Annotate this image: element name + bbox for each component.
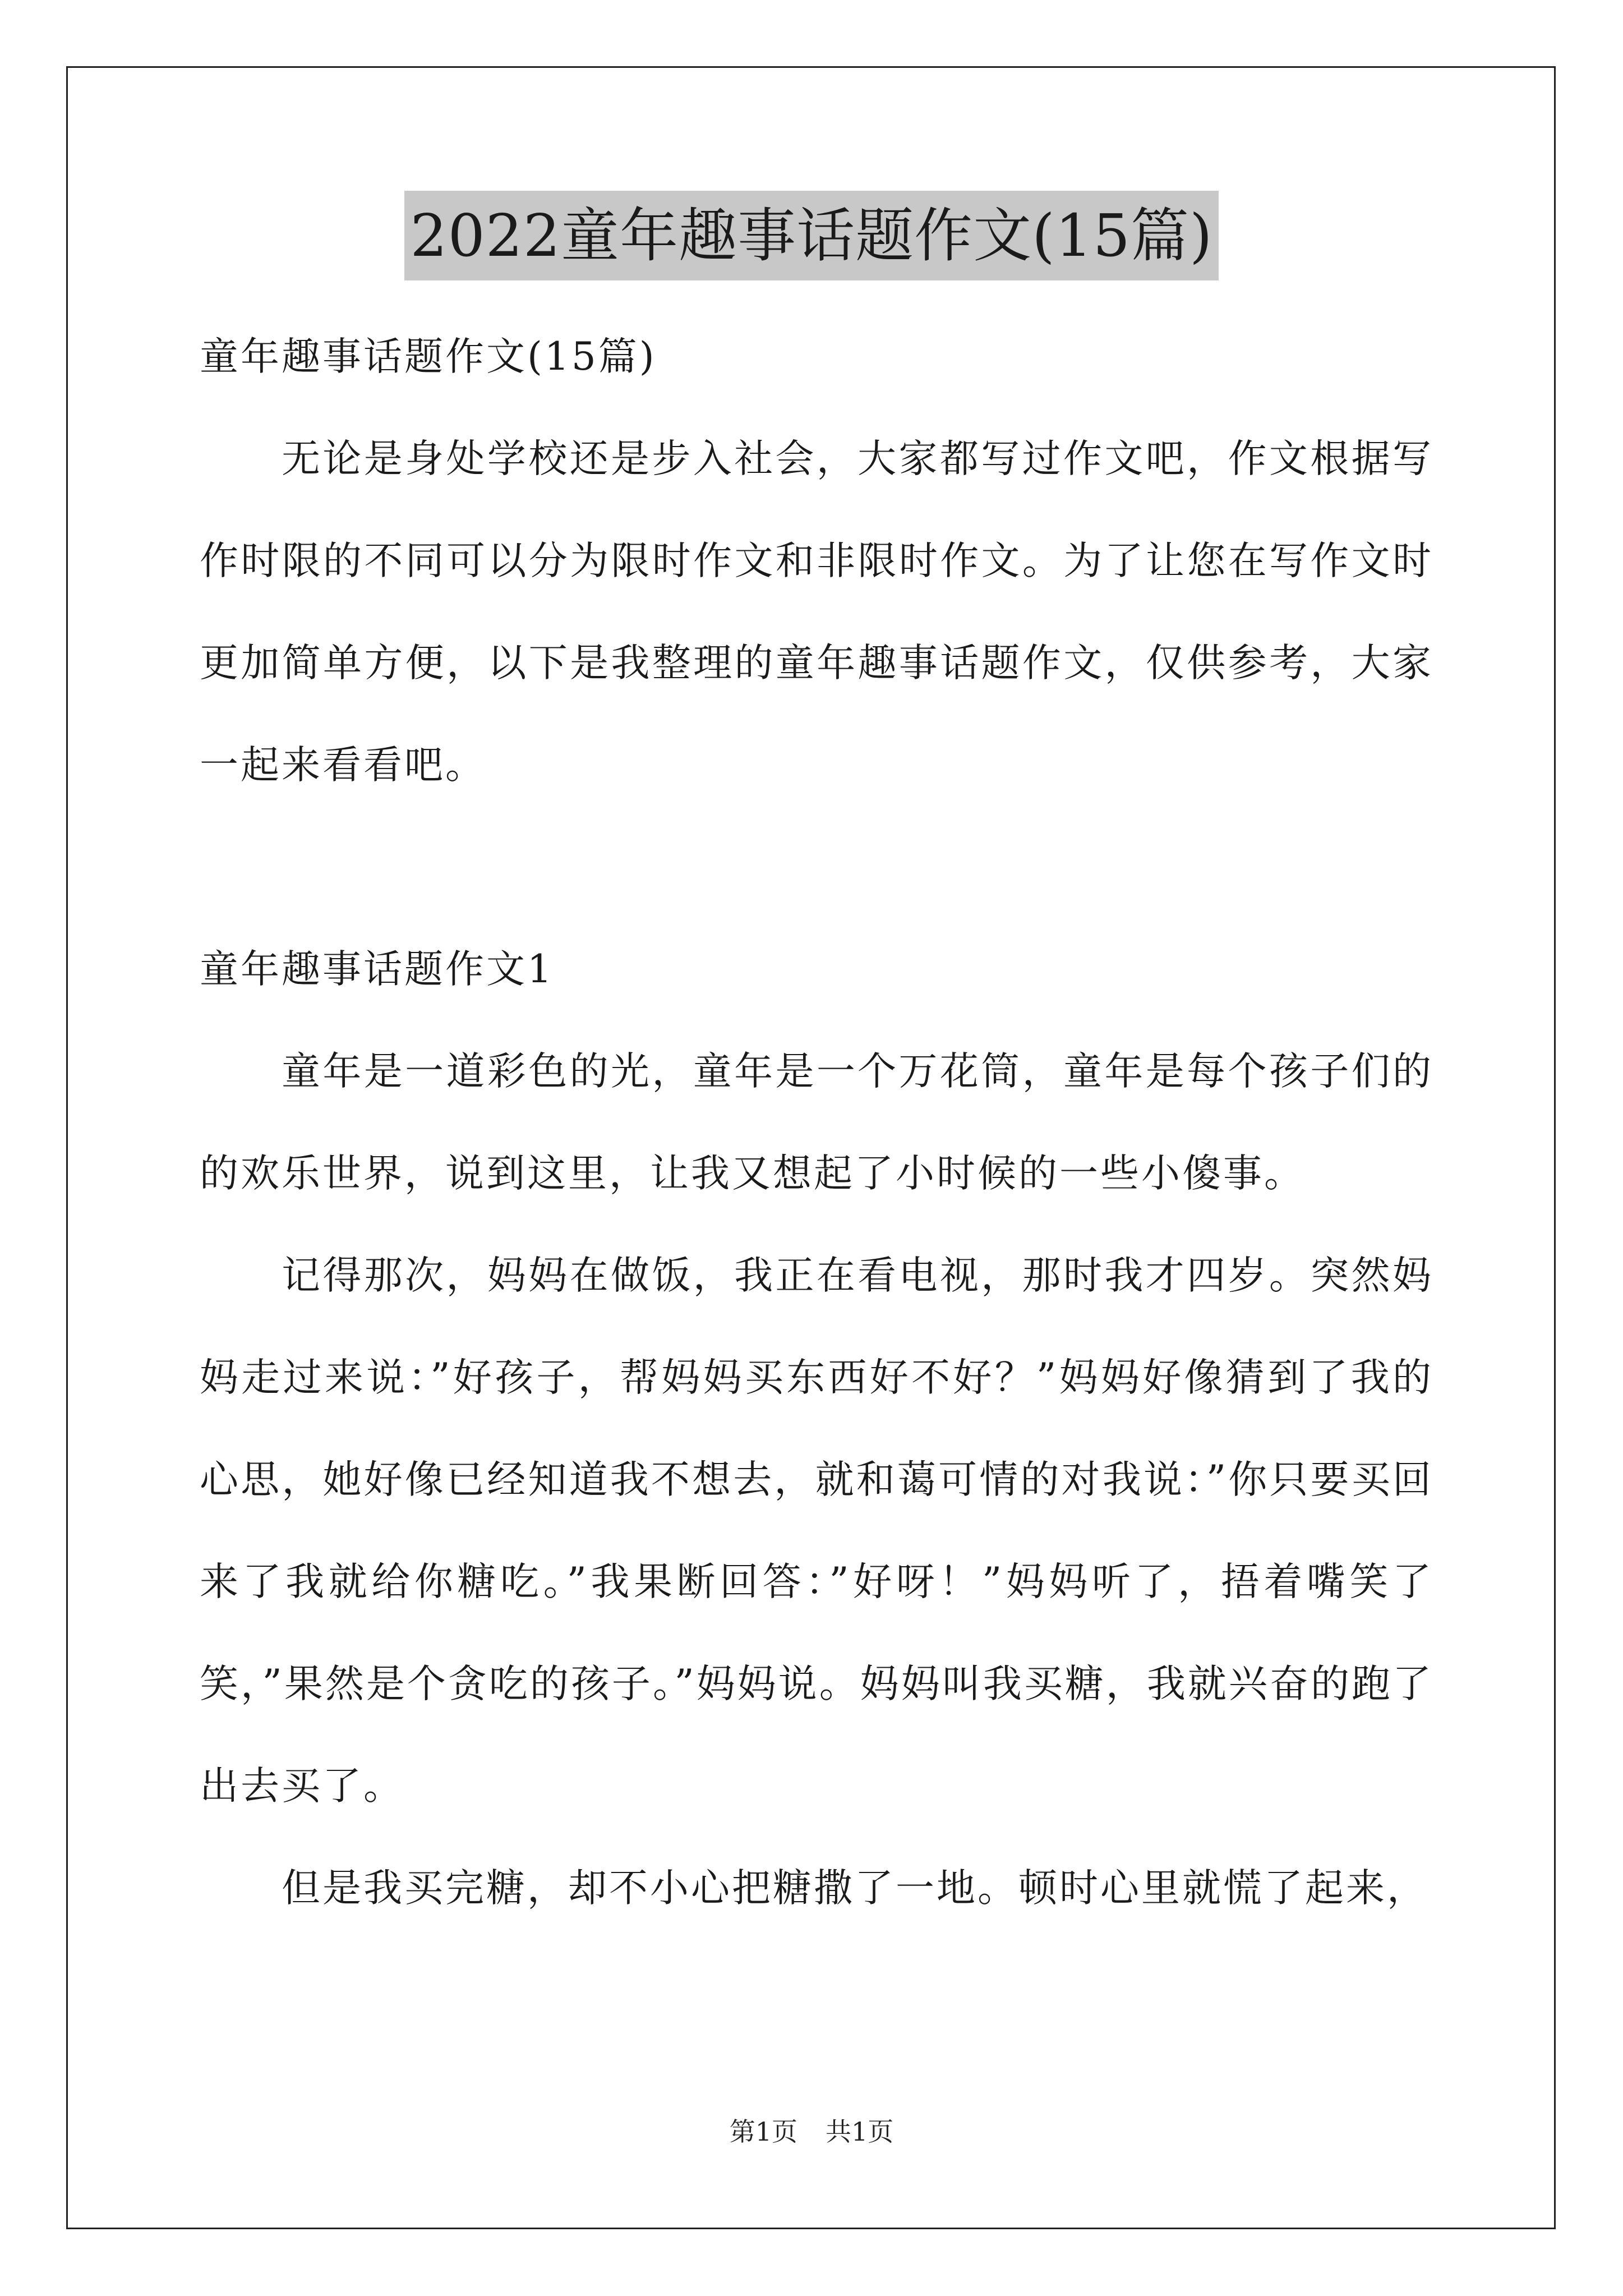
document-subtitle: 童年趣事话题作文(15篇) xyxy=(200,334,657,379)
section-heading: 童年趣事话题作文1 xyxy=(200,947,554,992)
title-area xyxy=(0,191,1623,280)
document-title: 2022童年趣事话题作文(15篇) xyxy=(404,191,1218,280)
document-body xyxy=(200,306,1433,1939)
page-total: 共1页 xyxy=(826,2116,894,2147)
page-number: 第1页 xyxy=(729,2116,797,2147)
body-paragraph: 童年是一道彩色的光，童年是一个万花筒，童年是每个孩子们的的欢乐世界，说到这里，让我又想起了小时候的一些小傻事。 xyxy=(200,1049,1433,1196)
page-footer xyxy=(0,2115,1623,2148)
body-paragraph: 但是我买完糖，却不小心把糖撒了一地。顿时心里就慌了起来， xyxy=(282,1866,1428,1911)
intro-paragraph: 无论是身处学校还是步入社会，大家都写过作文吧，作文根据写作时限的不同可以分为限时作文和非限时作文。为了让您在写作文时更加简单方便，以下是我整理的童年趣事话题作文，仅供参考，大家一起来看看吧。 xyxy=(200,436,1433,788)
body-paragraph: 记得那次，妈妈在做饭，我正在看电视，那时我才四岁。突然妈妈走过来说：”好孩子，帮妈妈买东西好不好？”妈妈好像猜到了我的心思，她好像已经知道我不想去，就和蔼可情的对我说：”你只要买回来了我就给你糖吃。”我果断回答：”好呀！”妈妈听了，捂着嘴笑了笑，”果然是个贪吃的孩子。”妈妈说。妈妈叫我买糖，我就兴奋的跑了出去买了。 xyxy=(200,1253,1433,1809)
